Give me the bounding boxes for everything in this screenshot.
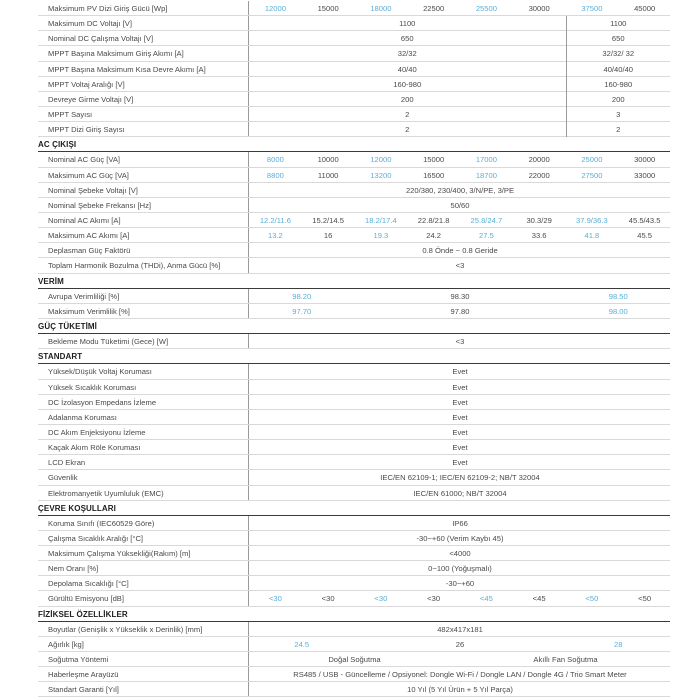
spec-values xyxy=(248,16,670,30)
spec-values xyxy=(248,228,670,242)
spec-values xyxy=(248,152,670,166)
spec-values xyxy=(248,652,670,666)
spec-label: Yüksek/Düşük Voltaj Koruması xyxy=(48,367,152,377)
spec-label: Maksimum AC Güç [VA] xyxy=(48,170,129,180)
spec-value: 97.80 xyxy=(450,306,470,316)
spec-label: Nem Oranı [%] xyxy=(48,564,99,574)
spec-value: Akıllı Fan Soğutma xyxy=(533,655,598,665)
spec-values xyxy=(248,682,670,696)
spec-row xyxy=(38,591,670,606)
spec-value: <4000 xyxy=(449,549,471,559)
spec-value: <30 xyxy=(427,594,441,604)
spec-label: Nominal Şebeke Frekansı [Hz] xyxy=(48,200,151,210)
spec-value: 13200 xyxy=(370,170,392,180)
spec-values xyxy=(248,213,670,227)
spec-value: 15.2/14.5 xyxy=(312,215,344,225)
spec-values xyxy=(248,1,670,15)
column-divider xyxy=(566,16,567,31)
spec-row xyxy=(38,31,670,46)
spec-value: 19.3 xyxy=(373,231,389,241)
section-title: ÇEVRE KOŞULLARI xyxy=(38,503,116,513)
spec-label: Nominal AC Güç [VA] xyxy=(48,155,121,165)
spec-value: 12000 xyxy=(264,4,286,13)
spec-values xyxy=(248,440,670,454)
spec-values xyxy=(248,334,670,348)
spec-value: IEC/EN 62109-1; IEC/EN 62109-2; NB/T 32004 xyxy=(380,473,540,483)
spec-row xyxy=(38,289,670,304)
spec-value: <3 xyxy=(455,261,465,271)
spec-value: 2 xyxy=(405,109,410,119)
spec-row xyxy=(38,637,670,652)
spec-label: Güvenlik xyxy=(48,473,78,483)
spec-value: <45 xyxy=(532,594,546,604)
spec-row xyxy=(38,1,670,16)
spec-value: 98.50 xyxy=(608,291,628,301)
spec-label: MPPT Dizi Giriş Sayısı xyxy=(48,125,125,135)
spec-values xyxy=(248,304,670,318)
spec-label: LCD Ekran xyxy=(48,458,86,468)
spec-value: 40/40 xyxy=(397,64,417,74)
spec-value: 22000 xyxy=(528,170,550,180)
spec-table xyxy=(38,1,670,697)
spec-values xyxy=(248,289,670,303)
spec-row xyxy=(38,425,670,440)
spec-value: 10000 xyxy=(317,155,339,165)
column-divider xyxy=(566,77,567,92)
spec-row xyxy=(38,168,670,183)
spec-row xyxy=(38,516,670,531)
spec-value: IP66 xyxy=(452,518,468,528)
spec-label: Devreye Girme Voltajı [V] xyxy=(48,94,134,104)
spec-values xyxy=(248,122,670,136)
section-header xyxy=(38,274,670,289)
spec-value: 16500 xyxy=(423,170,445,180)
spec-row xyxy=(38,228,670,243)
spec-value: 33000 xyxy=(634,170,656,180)
spec-values xyxy=(248,258,670,272)
spec-value: 15000 xyxy=(317,4,339,13)
section-title: VERİM xyxy=(38,276,64,286)
spec-value: <45 xyxy=(479,594,493,604)
spec-values xyxy=(248,92,670,106)
spec-value: 15000 xyxy=(423,155,445,165)
spec-row xyxy=(38,92,670,107)
spec-value: 20000 xyxy=(528,155,550,165)
column-divider xyxy=(566,122,567,137)
spec-value: -30~+60 xyxy=(445,579,475,589)
spec-values xyxy=(248,576,670,590)
spec-value: 50/60 xyxy=(450,200,470,210)
column-divider xyxy=(566,92,567,107)
spec-value: 98.00 xyxy=(608,306,628,316)
spec-value: <3 xyxy=(455,337,465,347)
spec-row xyxy=(38,46,670,61)
spec-label: Adalanma Koruması xyxy=(48,412,117,422)
spec-value: Evet xyxy=(452,427,468,437)
section-title: STANDART xyxy=(38,352,83,362)
spec-value: 45.5 xyxy=(637,231,653,241)
spec-values xyxy=(248,198,670,212)
spec-value: 45.5/43.5 xyxy=(628,215,661,225)
spec-row xyxy=(38,304,670,319)
spec-label: Bekleme Modu Tüketimi (Gece) [W] xyxy=(48,337,169,347)
spec-value: Evet xyxy=(452,397,468,407)
spec-label: Boyutlar (Genişlik x Yükseklik x Derinlik) [mm] xyxy=(48,624,203,634)
spec-label: Soğutma Yöntemi xyxy=(48,655,109,665)
spec-values xyxy=(248,622,670,636)
spec-value: 8800 xyxy=(266,170,284,180)
spec-value: 98.20 xyxy=(292,291,312,301)
spec-row xyxy=(38,561,670,576)
spec-values xyxy=(248,243,670,257)
section-header xyxy=(38,319,670,334)
spec-label: Nominal AC Akımı [A] xyxy=(48,215,121,225)
spec-label: Gürültü Emisyonu [dB] xyxy=(48,594,124,604)
spec-row xyxy=(38,62,670,77)
spec-label: MPPT Başına Maksimum Kısa Devre Akımı [A] xyxy=(48,64,206,74)
spec-value: 200 xyxy=(611,94,625,104)
spec-label: Ağırlık [kg] xyxy=(48,639,84,649)
spec-row xyxy=(38,470,670,485)
spec-label: MPPT Voltaj Aralığı [V] xyxy=(48,79,125,89)
spec-label: Deplasman Güç Faktörü xyxy=(48,246,131,256)
spec-row xyxy=(38,667,670,682)
spec-label: Elektromanyetik Uyumluluk (EMC) xyxy=(48,488,164,498)
spec-values xyxy=(248,486,670,500)
spec-row xyxy=(38,652,670,667)
spec-values xyxy=(248,380,670,394)
spec-label: Yüksek Sıcaklık Koruması xyxy=(48,382,137,392)
spec-value: 12000 xyxy=(370,155,392,165)
spec-value: 2 xyxy=(405,125,410,135)
spec-row xyxy=(38,486,670,501)
spec-values xyxy=(248,395,670,409)
spec-row xyxy=(38,546,670,561)
spec-row xyxy=(38,455,670,470)
spec-value: 22500 xyxy=(423,4,445,13)
spec-value: 650 xyxy=(611,34,625,44)
spec-value: 25000 xyxy=(581,155,603,165)
column-divider xyxy=(566,107,567,122)
column-divider xyxy=(566,62,567,77)
spec-values xyxy=(248,425,670,439)
spec-value: 0.8 Önde ~ 0.8 Geride xyxy=(422,246,498,256)
spec-values xyxy=(248,667,670,681)
spec-value: 0~100 (Yoğuşmalı) xyxy=(428,564,492,574)
spec-value: 28 xyxy=(614,639,623,649)
section-title: GÜÇ TÜKETİMİ xyxy=(38,321,97,331)
spec-values xyxy=(248,107,670,121)
spec-label: Toplam Harmonik Bozulma (THDi), Anma Gücü [%] xyxy=(48,261,221,271)
spec-row xyxy=(38,682,670,697)
spec-value: 98.30 xyxy=(450,291,470,301)
spec-value: 13.2 xyxy=(267,231,283,241)
spec-row xyxy=(38,334,670,349)
spec-row xyxy=(38,364,670,379)
spec-row xyxy=(38,440,670,455)
spec-label: Çalışma Sıcaklık Aralığı [°C] xyxy=(48,533,144,543)
spec-row xyxy=(38,380,670,395)
spec-label: DC İzolasyon Empedans İzleme xyxy=(48,397,157,407)
spec-value: 1100 xyxy=(610,19,627,29)
spec-value: 25.8/24.7 xyxy=(470,215,503,225)
spec-value: IEC/EN 61000; NB/T 32004 xyxy=(413,488,507,498)
spec-row xyxy=(38,16,670,31)
spec-label: Avrupa Verimliliği [%] xyxy=(48,291,120,301)
spec-value: 30000 xyxy=(528,4,550,13)
section-header xyxy=(38,349,670,364)
spec-values xyxy=(248,168,670,182)
spec-values xyxy=(248,77,670,91)
spec-value: 3 xyxy=(616,109,621,119)
spec-values xyxy=(248,455,670,469)
spec-value: 160-980 xyxy=(604,79,633,89)
spec-label: Nominal DC Çalışma Voltajı [V] xyxy=(48,34,154,44)
spec-values xyxy=(248,62,670,76)
spec-row xyxy=(38,122,670,137)
spec-label: Nominal Şebeke Voltajı [V] xyxy=(48,185,138,195)
spec-value: Evet xyxy=(452,367,468,377)
spec-label: Maksimum Çalışma Yüksekliği(Rakım) [m] xyxy=(48,549,191,559)
spec-value: 18700 xyxy=(475,170,497,180)
spec-values xyxy=(248,410,670,424)
spec-value: -30~+60 (Verim Kaybı 45) xyxy=(416,533,504,543)
spec-value: 25500 xyxy=(475,4,497,13)
spec-value: Evet xyxy=(452,382,468,392)
spec-row xyxy=(38,152,670,167)
spec-values xyxy=(248,516,670,530)
spec-row xyxy=(38,243,670,258)
spec-value: 37.9/36.3 xyxy=(576,215,608,225)
spec-value: 41.8 xyxy=(584,231,600,241)
spec-value: 22.8/21.8 xyxy=(417,215,450,225)
spec-values xyxy=(248,531,670,545)
spec-values xyxy=(248,591,670,605)
spec-value: 11000 xyxy=(317,170,339,180)
spec-values xyxy=(248,470,670,484)
spec-value: 30000 xyxy=(634,155,656,165)
section-header xyxy=(38,137,670,152)
spec-value: Evet xyxy=(452,458,468,468)
spec-row xyxy=(38,395,670,410)
spec-label: Haberleşme Arayüzü xyxy=(48,670,119,680)
section-header xyxy=(38,607,670,622)
spec-values xyxy=(248,364,670,378)
spec-value: 650 xyxy=(400,34,414,44)
spec-label: DC Akım Enjeksiyonu İzleme xyxy=(48,427,146,437)
spec-label: Maksimum PV Dizi Giriş Gücü [Wp] xyxy=(48,4,168,13)
section-header xyxy=(38,501,670,516)
spec-values xyxy=(248,46,670,60)
spec-value: 24.2 xyxy=(426,231,442,241)
spec-values xyxy=(248,546,670,560)
spec-values xyxy=(248,637,670,651)
spec-label: Koruma Sınıfı (IEC60529 Göre) xyxy=(48,518,155,528)
spec-value: 27500 xyxy=(581,170,603,180)
spec-values xyxy=(248,561,670,575)
spec-value: 32/32/ 32 xyxy=(602,49,635,59)
spec-value: 220/380, 230/400, 3/N/PE, 3/PE xyxy=(405,185,515,195)
spec-row xyxy=(38,410,670,425)
spec-label: Kaçak Akım Röle Koruması xyxy=(48,443,141,453)
spec-value: 200 xyxy=(400,94,414,104)
section-title: FİZİKSEL ÖZELLİKLER xyxy=(38,609,128,619)
spec-value: 17000 xyxy=(475,155,497,165)
spec-value: 12.2/11.6 xyxy=(259,215,291,225)
spec-value: 32/32 xyxy=(397,49,417,59)
spec-values xyxy=(248,31,670,45)
spec-value: 97.70 xyxy=(292,306,312,316)
spec-value: 18000 xyxy=(370,4,392,13)
spec-label: Maksimum Verimlilik [%] xyxy=(48,306,130,316)
spec-value: <30 xyxy=(268,594,282,604)
spec-value: Doğal Soğutma xyxy=(328,655,381,665)
spec-value: <50 xyxy=(638,594,652,604)
spec-value: 45000 xyxy=(634,4,656,13)
spec-row xyxy=(38,183,670,198)
spec-value: 8000 xyxy=(266,155,284,165)
spec-value: 27.5 xyxy=(478,231,494,241)
spec-value: 37500 xyxy=(581,4,603,13)
column-divider xyxy=(566,46,567,61)
spec-value: 1100 xyxy=(399,19,416,29)
spec-label: Depolama Sıcaklığı [°C] xyxy=(48,579,129,589)
spec-value: <50 xyxy=(585,594,599,604)
spec-value: 160-980 xyxy=(393,79,422,89)
spec-label: Maksimum DC Voltajı [V] xyxy=(48,19,132,29)
spec-row xyxy=(38,198,670,213)
spec-values xyxy=(248,183,670,197)
spec-label: Standart Garanti [Yıl] xyxy=(48,685,119,695)
spec-value: RS485 / USB - Güncelleme / Opsiyonel: Dongle Wi-Fi / Dongle LAN / Dongle 4G / Trio Smart Meter xyxy=(293,670,627,680)
column-divider xyxy=(566,31,567,46)
spec-value: 30.3/29 xyxy=(526,215,552,225)
spec-value: Evet xyxy=(452,412,468,422)
spec-value: Evet xyxy=(452,443,468,453)
spec-value: 26 xyxy=(455,639,465,649)
spec-value: 18.2/17.4 xyxy=(365,215,397,225)
spec-label: Maksimum AC Akımı [A] xyxy=(48,231,130,241)
spec-row xyxy=(38,213,670,228)
spec-row xyxy=(38,622,670,637)
spec-value: 16 xyxy=(323,231,333,241)
spec-value: 40/40/40 xyxy=(603,64,634,74)
spec-row xyxy=(38,77,670,92)
spec-label: MPPT Sayısı xyxy=(48,109,93,119)
section-title: AC ÇIKIŞI xyxy=(38,140,77,150)
spec-value: 24.5 xyxy=(294,639,310,649)
spec-value: 2 xyxy=(616,125,621,135)
spec-row xyxy=(38,107,670,122)
spec-row xyxy=(38,531,670,546)
spec-label: MPPT Başına Maksimum Giriş Akımı [A] xyxy=(48,49,184,59)
spec-row xyxy=(38,576,670,591)
spec-value: 33.6 xyxy=(531,231,547,241)
spec-row xyxy=(38,258,670,273)
spec-value: 482x417x181 xyxy=(437,624,483,634)
spec-value: <30 xyxy=(321,594,335,604)
spec-value: <30 xyxy=(374,594,388,604)
spec-value: 10 Yıl (5 Yıl Ürün + 5 Yıl Parça) xyxy=(407,685,513,695)
